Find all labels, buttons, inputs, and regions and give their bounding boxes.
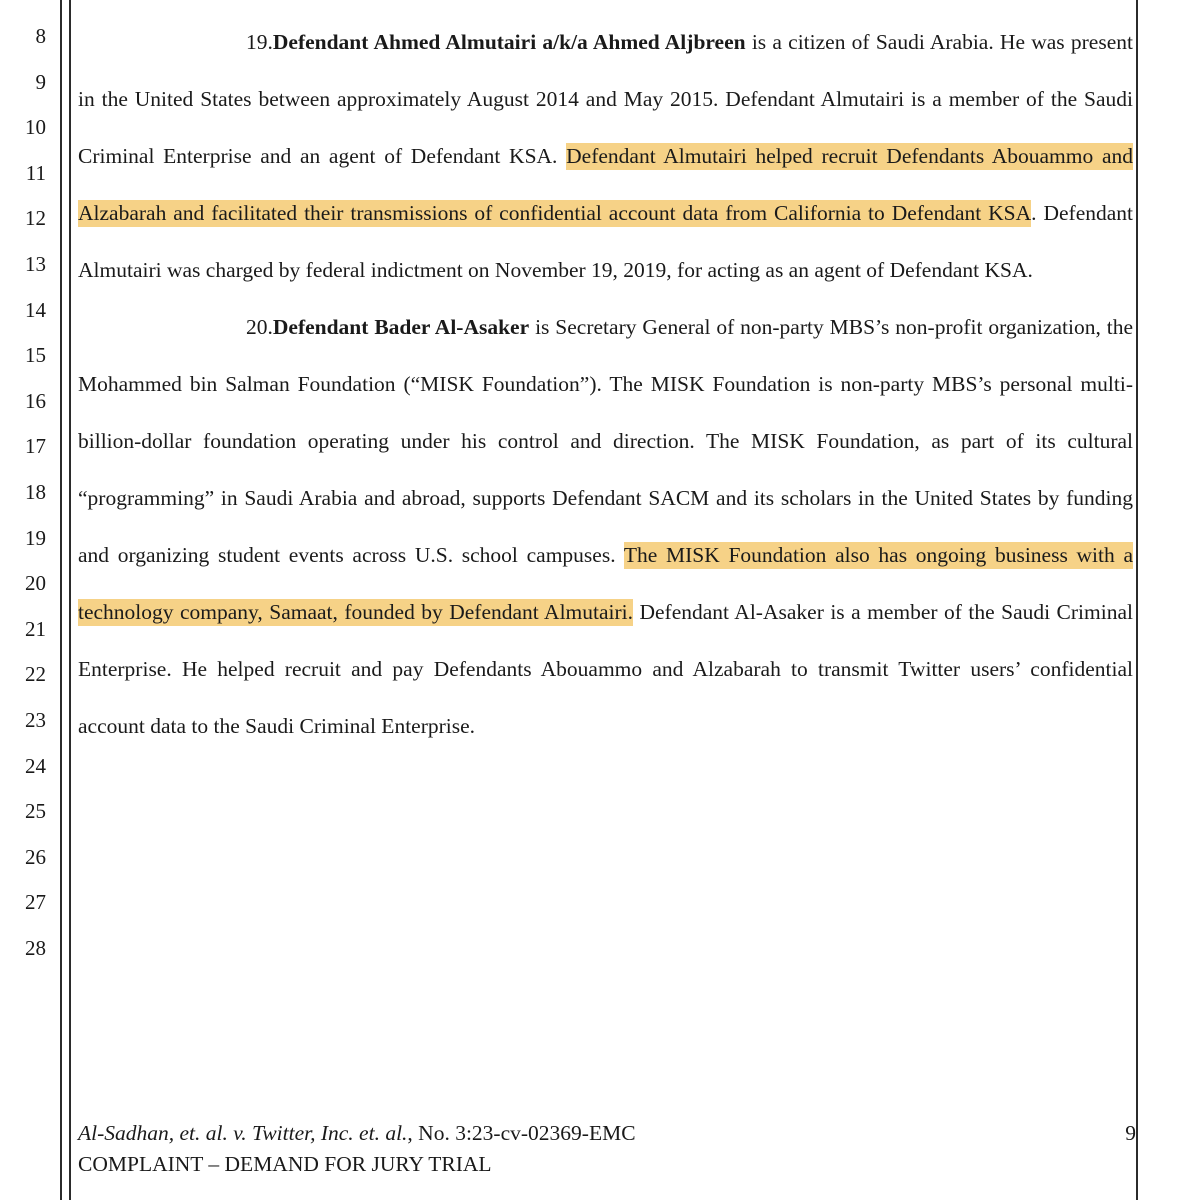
page-number: 9 bbox=[1125, 1121, 1136, 1145]
line-number: 23 bbox=[25, 707, 46, 732]
paragraph-20 bbox=[78, 299, 1133, 755]
line-number: 22 bbox=[25, 662, 46, 687]
pleading-rule-left-inner bbox=[69, 0, 71, 1200]
line-number: 8 bbox=[35, 24, 46, 48]
defendant-name: Defendant Ahmed Almutairi a/k/a Ahmed Aljbreen bbox=[272, 30, 746, 54]
line-number: 14 bbox=[25, 297, 46, 322]
line-number: 20 bbox=[25, 571, 46, 596]
line-number: 19 bbox=[25, 525, 46, 550]
line-number: 16 bbox=[25, 388, 46, 413]
case-caption: Al-Sadhan, et. al. v. Twitter, Inc. et. al. bbox=[78, 1121, 408, 1145]
line-number: 26 bbox=[25, 844, 46, 869]
page-footer bbox=[78, 1118, 1136, 1180]
line-number: 13 bbox=[25, 251, 46, 276]
case-number: , No. 3:23-cv-02369-EMC bbox=[407, 1121, 636, 1145]
line-number: 11 bbox=[25, 160, 46, 185]
footer-caption-line bbox=[78, 1118, 1136, 1149]
line-number-column bbox=[0, 0, 56, 1080]
line-number: 18 bbox=[25, 479, 46, 504]
line-number: 27 bbox=[25, 890, 46, 915]
line-number: 28 bbox=[25, 935, 46, 960]
line-number: 17 bbox=[25, 434, 46, 459]
line-number: 24 bbox=[25, 753, 46, 778]
paragraph-text: is Secretary General of non-party MBS’s non-profit organization, the Mohammed bin Salman Foundation (“MISK Foundation”). The MISK Foundation is non-party MBS’s personal multi-billion-dollar foundation operating under his control and direction. The MISK Foundation, as part of its cultural “programming” in Saudi Arabia and abroad, supports Defendant SACM and its scholars in the United States by funding and organizing student events across U.S. school campuses. bbox=[78, 315, 1133, 567]
line-number: 21 bbox=[25, 616, 46, 641]
paragraph-text: Defendant Al-Asaker is a member of the Saudi Criminal Enterprise. He helped recruit and pay Defendants Abouammo and Alzabarah to transmit Twitter users’ confidential account data to the Saudi Criminal Enterprise. bbox=[78, 600, 1133, 738]
document-body bbox=[78, 14, 1133, 755]
pleading-rule-left-outer bbox=[60, 0, 62, 1200]
line-number: 10 bbox=[25, 115, 46, 140]
paragraph-19 bbox=[78, 14, 1133, 299]
paragraph-text: . Defendant Almutairi was charged by federal indictment on November 19, 2019, for acting as an agent of Defendant KSA. bbox=[78, 201, 1133, 282]
pleading-rule-right bbox=[1136, 0, 1138, 1200]
highlighted-text: Defendant Almutairi helped recruit Defendants Abouammo and Alzabarah and facilitated their transmissions of confidential account data from California to Defendant KSA bbox=[78, 144, 1133, 225]
line-number: 25 bbox=[25, 799, 46, 824]
line-number: 9 bbox=[35, 69, 46, 94]
paragraph-text: is a citizen of Saudi Arabia. He was present in the United States between approximately August 2014 and May 2015. Defendant Almutairi is a member of the Saudi Criminal Enterprise and an agent of Defendant KSA. bbox=[78, 30, 1133, 168]
paragraph-number: 19. bbox=[246, 30, 273, 54]
document-title: COMPLAINT – DEMAND FOR JURY TRIAL bbox=[78, 1152, 492, 1176]
defendant-name: Defendant Bader Al-Asaker bbox=[272, 315, 530, 339]
highlighted-text: The MISK Foundation also has ongoing business with a technology company, Samaat, founded by Defendant Almutairi. bbox=[78, 543, 1133, 624]
paragraph-number: 20. bbox=[246, 315, 273, 339]
line-number: 12 bbox=[25, 206, 46, 231]
line-number: 15 bbox=[25, 343, 46, 368]
